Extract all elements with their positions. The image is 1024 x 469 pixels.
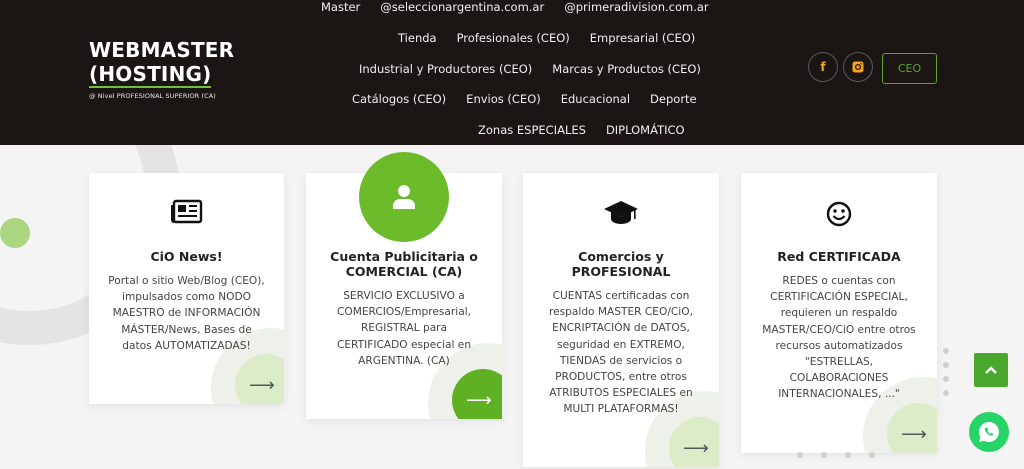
carousel-dot[interactable]	[845, 452, 851, 458]
card-cio-news	[89, 173, 284, 404]
pagination-dot[interactable]	[943, 390, 949, 396]
desc-line: REGISTRAL para	[360, 322, 448, 335]
nav-item-profesionales[interactable]: Profesionales (CEO)	[456, 31, 570, 45]
smiley-icon	[826, 201, 852, 233]
nav-item-envios[interactable]: Envios (CEO)	[466, 92, 541, 106]
nav-item-marcas[interactable]: Marcas y Productos (CEO)	[552, 62, 701, 76]
nav-item-tienda[interactable]: Tienda	[398, 31, 437, 45]
desc-line: Portal o sitio Web/Blog (CEO),	[108, 275, 265, 287]
chevron-up-icon	[983, 362, 999, 378]
nav-item-master[interactable]: Master	[321, 0, 361, 14]
arrow-right-icon: ⟶	[249, 374, 275, 396]
facebook-icon: f	[820, 60, 826, 74]
card-description	[741, 273, 937, 403]
card-highlight-circle	[359, 152, 449, 242]
card-comercios-profesional	[523, 173, 719, 467]
desc-line: ATRIBUTOS ESPECIALES en	[549, 387, 693, 400]
desc-line: REDES o cuentas con	[782, 275, 896, 287]
vertical-pagination	[943, 348, 949, 396]
desc-line: MÁSTER/News, Bases de	[121, 323, 252, 336]
desc-line: MASTER/CEO/CiO entre otros	[762, 323, 916, 336]
nav-item-catalogos[interactable]: Catálogos (CEO)	[352, 92, 447, 106]
nav-item-educacional[interactable]: Educacional	[560, 92, 631, 106]
desc-line: seguridad en EXTREMO,	[557, 338, 685, 351]
nav-row-2	[398, 31, 695, 45]
facebook-link[interactable]	[808, 52, 838, 82]
nav-row-3	[359, 62, 701, 76]
card-description	[523, 288, 719, 418]
pagination-dot[interactable]	[943, 362, 949, 368]
desc-line: impulsados como NODO	[122, 291, 251, 304]
desc-line: recursos automatizados	[775, 339, 903, 352]
arrow-right-icon: ⟶	[683, 437, 709, 459]
background-dot	[0, 218, 30, 248]
nav-item-deporte[interactable]: Deporte	[650, 92, 697, 106]
whatsapp-button[interactable]	[969, 412, 1009, 452]
title-line: Comercios y	[578, 249, 664, 264]
whatsapp-icon	[977, 420, 1001, 444]
pagination-dot[interactable]	[943, 376, 949, 382]
card-title	[306, 249, 502, 279]
card-description	[306, 288, 502, 369]
site-header	[0, 0, 1024, 145]
nav-item-seleccion[interactable]: @seleccionargentina.com.ar	[380, 0, 545, 14]
desc-line: CERTIFICACIÓN ESPECIAL,	[770, 291, 908, 304]
title-line: Cuenta Publicitaria o	[330, 249, 478, 264]
card-description	[89, 273, 284, 354]
user-icon	[392, 184, 416, 210]
card-title	[523, 249, 719, 279]
carousel-dot[interactable]	[869, 452, 875, 458]
desc-line: ENCRIPTACIÓN de DATOS,	[552, 322, 690, 335]
desc-line: INTERNACIONALES, ..."	[778, 388, 900, 401]
carousel-dot[interactable]	[821, 452, 827, 458]
pagination-dot[interactable]	[943, 348, 949, 354]
nav-item-empresarial[interactable]: Empresarial (CEO)	[589, 31, 696, 45]
nav-row-4	[352, 92, 697, 106]
nav-row-5	[478, 123, 685, 137]
instagram-link[interactable]	[843, 52, 873, 82]
carousel-pagination	[797, 452, 875, 458]
title-line: PROFESIONAL	[571, 264, 671, 279]
logo-title	[89, 38, 234, 86]
desc-line: respaldo MASTER CEO/CiO,	[549, 306, 693, 319]
desc-line: PRODUCTOS, entre otros	[555, 371, 687, 384]
desc-line: datos AUTOMATIZADAS!	[122, 339, 251, 352]
site-logo[interactable]	[89, 38, 234, 100]
desc-line: MAESTRO de INFORMACIÓN	[112, 307, 261, 320]
desc-line: CERTIFICADO especial en	[336, 338, 472, 351]
newspaper-icon	[171, 199, 203, 231]
desc-line: requieren un respaldo	[780, 307, 898, 320]
logo-line-1: WEBMASTER	[89, 38, 235, 62]
nav-item-zonas[interactable]: Zonas ESPECIALES	[478, 123, 586, 137]
card-title: Red CERTIFICADA	[777, 249, 901, 264]
instagram-icon	[852, 61, 864, 73]
desc-line: ARGENTINA. (CA)	[358, 354, 450, 367]
logo-subtitle: @ Nivel PROFESIONAL SUPERIOR (CA)	[89, 92, 216, 100]
card-red-certificada	[741, 173, 937, 453]
graduation-cap-icon	[603, 199, 639, 233]
arrow-right-icon: ⟶	[901, 423, 927, 445]
carousel-dot[interactable]	[797, 452, 803, 458]
nav-row-1	[321, 0, 709, 14]
desc-line: SERVICIO EXCLUSIVO a	[343, 290, 465, 302]
nav-item-industrial[interactable]: Industrial y Productores (CEO)	[359, 62, 533, 76]
card-title: CiO News!	[150, 249, 223, 264]
scroll-to-top-button[interactable]	[974, 353, 1008, 387]
desc-line: COMERCIOS/Empresarial,	[336, 306, 472, 319]
nav-item-primeradivision[interactable]: @primeradivision.com.ar	[564, 0, 709, 14]
desc-line: TIENDAS de servicios o	[559, 354, 683, 367]
nav-item-diplomatico[interactable]: DIPLOMÁTICO	[605, 123, 685, 137]
desc-line: MULTI PLATAFORMAS!	[563, 403, 679, 416]
ceo-button[interactable]: CEO	[882, 53, 937, 84]
desc-line: CUENTAS certificadas con	[552, 290, 690, 302]
title-line: COMERCIAL (CA)	[345, 264, 463, 279]
arrow-right-icon: ⟶	[466, 389, 492, 411]
desc-line: "ESTRELLAS,	[804, 356, 874, 369]
logo-line-2: (HOSTING)	[89, 62, 212, 86]
desc-line: COLABORACIONES	[789, 372, 889, 385]
